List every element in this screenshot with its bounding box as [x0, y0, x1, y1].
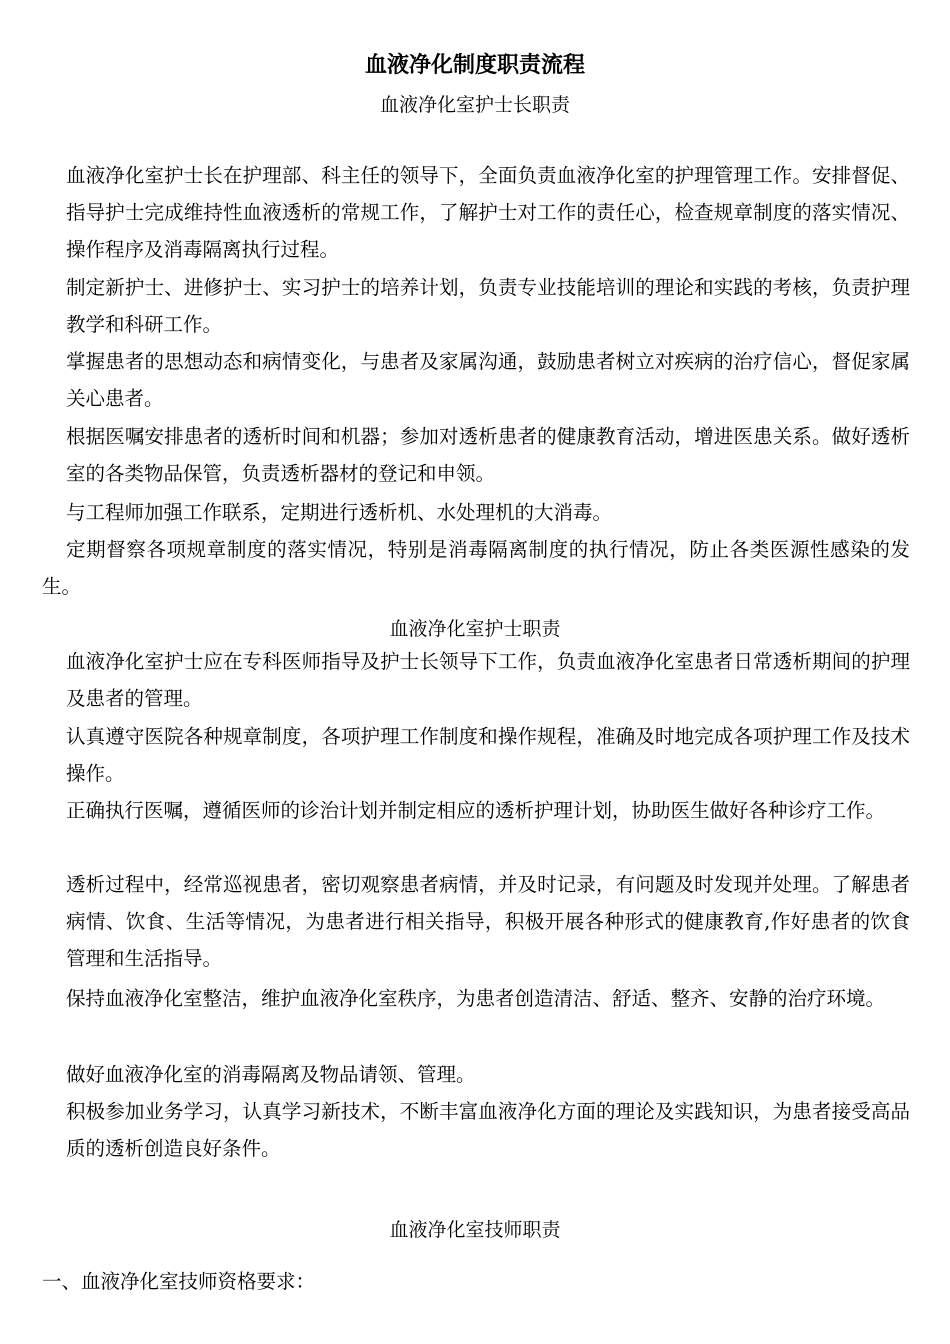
section-heading: 血液净化室护士职责 — [389, 618, 561, 640]
paragraph: 掌握患者的思想动态和病情变化，与患者及家属沟通，鼓励患者树立对疾病的治疗信心，督促家属关心患者。 — [66, 350, 910, 410]
section-heading: 血液净化室技师职责 — [389, 1219, 561, 1241]
paragraph: 血液净化室护士长在护理部、科主任的领导下，全面负责血液净化室的护理管理工作。安排督促、指导护士完成维持性血液透析的常规工作，了解护士对工作的责任心，检查规章制度的落实情况、操作程序及消毒隔离执行过程。 — [66, 164, 910, 261]
paragraph: 积极参加业务学习，认真学习新技术，不断丰富血液净化方面的理论及实践知识，为患者接受高品质的透析创造良好条件。 — [66, 1100, 910, 1160]
paragraph: 血液净化室护士应在专科医师指导及护士长领导下工作，负责血液净化室患者日常透析期间的护理及患者的管理。 — [66, 650, 910, 710]
paragraph: 透析过程中，经常巡视患者，密切观察患者病情，并及时记录，有问题及时发现并处理。了解患者病情、饮食、生活等情况，为患者进行相关指导，积极开展各种形式的健康教育,作好患者的饮食管理和生活指导。 — [66, 873, 910, 970]
paragraph: 认真遵守医院各种规章制度，各项护理工作制度和操作规程，准确及时地完成各项护理工作及技术操作。 — [66, 725, 910, 785]
section-heading: 血液净化室护士长职责 — [379, 94, 570, 116]
paragraph: 正确执行医嘱，遵循医师的诊治计划并制定相应的透析护理计划，协助医生做好各种诊疗工作。 — [66, 799, 886, 822]
document-title: 血液净化制度职责流程 — [364, 53, 585, 78]
paragraph: 与工程师加强工作联系，定期进行透析机、水处理机的大消毒。 — [66, 501, 613, 524]
paragraph: 一、血液净化室技师资格要求： — [42, 1270, 316, 1293]
paragraph: 做好血液净化室的消毒隔离及物品请领、管理。 — [66, 1063, 476, 1086]
paragraph: 定期督察各项规章制度的落实情况，特别是消毒隔离制度的执行情况，防止各类医源性感染的发生。 — [42, 538, 910, 598]
paragraph: 保持血液净化室整洁，维护血液净化室秩序，为患者创造清洁、舒适、整齐、安静的治疗环境。 — [66, 987, 886, 1010]
paragraph: 制定新护士、进修护士、实习护士的培养计划，负责专业技能培训的理论和实践的考核，负责护理教学和科研工作。 — [66, 276, 910, 336]
paragraph: 根据医嘱安排患者的透析时间和机器；参加对透析患者的健康教育活动，增进医患关系。做好透析室的各类物品保管，负责透析器材的登记和申领。 — [66, 425, 910, 485]
